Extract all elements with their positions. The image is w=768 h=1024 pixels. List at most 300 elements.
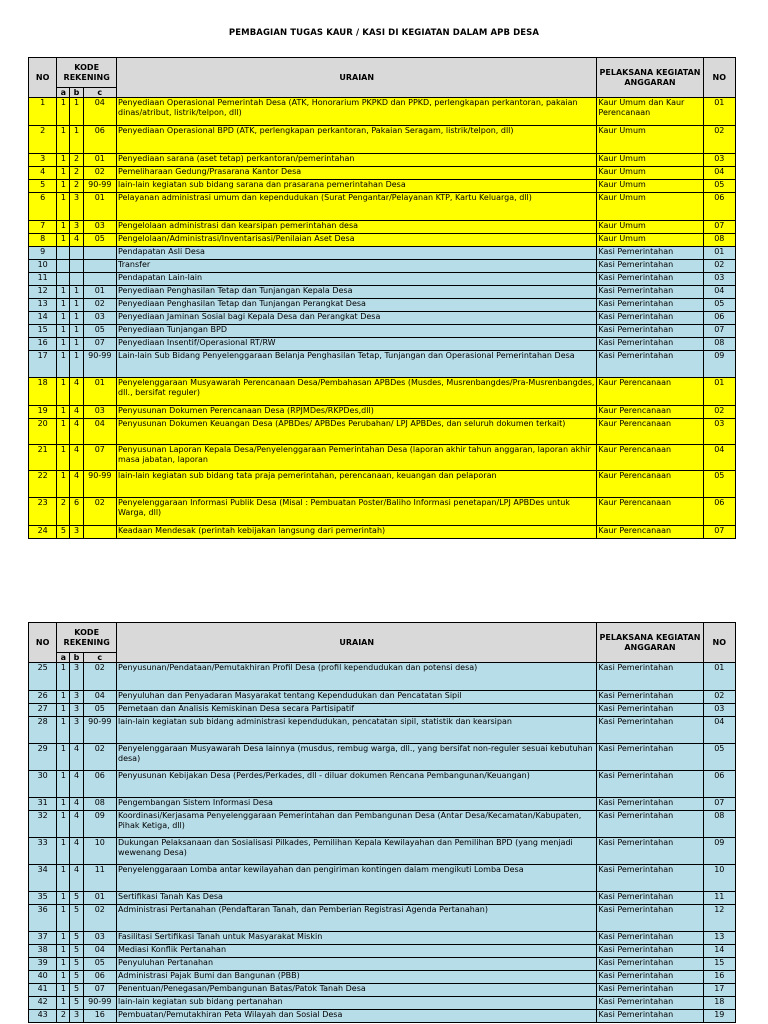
row-no: 27 (29, 704, 57, 717)
row-pelaksana: Kasi Pemerintahan (597, 1010, 703, 1023)
kode-b: 3 (70, 221, 83, 234)
kode-a: 1 (57, 299, 70, 312)
table-row (29, 717, 736, 744)
row-no: 10 (29, 260, 57, 273)
row-no-right: 19 (703, 1010, 735, 1023)
kode-b: 3 (70, 691, 83, 704)
header-a: a (57, 88, 70, 98)
table-row (29, 997, 736, 1010)
row-pelaksana: Kasi Pemerintahan (597, 704, 703, 717)
row-pelaksana: Kaur Umum (597, 154, 703, 167)
row-uraian: Penyusunan Dokumen Keuangan Desa (APBDes/ APBDes Perubahan/ LPJ APBDes, dan seluruh dokumen terkait) (117, 419, 597, 445)
kode-c: 02 (83, 498, 116, 526)
kode-c: 03 (83, 221, 116, 234)
table-row (29, 260, 736, 273)
row-no: 11 (29, 273, 57, 286)
row-no: 3 (29, 154, 57, 167)
row-no-right: 05 (703, 299, 735, 312)
kode-b: 3 (70, 704, 83, 717)
row-uraian: Penyediaan Insentif/Operasional RT/RW (117, 338, 597, 351)
row-no-right: 04 (703, 717, 735, 744)
header-uraian: URAIAN (117, 58, 597, 98)
kode-b: 3 (70, 526, 83, 539)
row-no: 9 (29, 247, 57, 260)
row-no: 23 (29, 498, 57, 526)
row-pelaksana: Kasi Pemerintahan (597, 771, 703, 798)
row-uraian: Administrasi Pertanahan (Pendaftaran Tanah, dan Pemberian Registrasi Agenda Pertanahan) (117, 905, 597, 932)
row-uraian: Pengelolaan/Administrasi/Inventarisasi/Penilaian Aset Desa (117, 234, 597, 247)
kode-c: 04 (83, 945, 116, 958)
row-no-right: 14 (703, 945, 735, 958)
row-no: 25 (29, 663, 57, 691)
row-uraian: Keadaan Mendesak (perintah kebijakan langsung dari pemerintah) (117, 526, 597, 539)
row-no-right: 03 (703, 419, 735, 445)
kode-c: 04 (83, 691, 116, 704)
kode-a: 1 (57, 984, 70, 997)
table-row (29, 663, 736, 691)
row-no-right: 18 (703, 997, 735, 1010)
kode-a: 1 (57, 338, 70, 351)
kode-c: 07 (83, 338, 116, 351)
kode-b: 4 (70, 771, 83, 798)
row-no: 33 (29, 838, 57, 865)
kode-a: 1 (57, 771, 70, 798)
kode-c: 04 (83, 98, 116, 126)
row-pelaksana: Kaur Umum dan Kaur Perencanaan (597, 98, 703, 126)
kode-c: 06 (83, 971, 116, 984)
kode-a: 1 (57, 286, 70, 299)
row-no: 7 (29, 221, 57, 234)
kode-b: 4 (70, 798, 83, 811)
tugas-table-1 (28, 57, 736, 539)
row-pelaksana: Kasi Pemerintahan (597, 691, 703, 704)
table-row (29, 234, 736, 247)
table-row (29, 905, 736, 932)
row-pelaksana: Kaur Umum (597, 180, 703, 193)
row-no: 34 (29, 865, 57, 892)
table-row (29, 351, 736, 378)
kode-b: 4 (70, 234, 83, 247)
row-no-right: 08 (703, 234, 735, 247)
kode-b: 1 (70, 325, 83, 338)
kode-a: 1 (57, 445, 70, 471)
kode-b: 4 (70, 378, 83, 406)
table-row (29, 811, 736, 838)
row-no-right: 01 (703, 247, 735, 260)
row-pelaksana: Kaur Umum (597, 167, 703, 180)
row-no: 4 (29, 167, 57, 180)
table-row (29, 338, 736, 351)
table-row (29, 771, 736, 798)
row-pelaksana: Kasi Pemerintahan (597, 905, 703, 932)
table-row (29, 154, 736, 167)
kode-b: 1 (70, 338, 83, 351)
table-row (29, 273, 736, 286)
row-no-right: 04 (703, 286, 735, 299)
table-row (29, 798, 736, 811)
kode-a: 5 (57, 526, 70, 539)
row-no-right: 03 (703, 273, 735, 286)
row-pelaksana: Kaur Umum (597, 234, 703, 247)
row-pelaksana: Kasi Pemerintahan (597, 984, 703, 997)
row-no-right: 04 (703, 445, 735, 471)
row-uraian: Pelayanan administrasi umum dan kependudukan (Surat Pengantar/Pelayanan KTP, Kartu Keluarga, dll) (117, 193, 597, 221)
header-b: b (70, 653, 83, 663)
row-uraian: Penyusunan/Pendataan/Pemutakhiran Profil Desa (profil kependudukan dan potensi desa) (117, 663, 597, 691)
row-pelaksana: Kasi Pemerintahan (597, 997, 703, 1010)
row-no: 36 (29, 905, 57, 932)
kode-c: 02 (83, 744, 116, 771)
kode-b: 3 (70, 1010, 83, 1023)
kode-a: 1 (57, 932, 70, 945)
kode-a: 1 (57, 98, 70, 126)
row-no: 14 (29, 312, 57, 325)
row-pelaksana: Kasi Pemerintahan (597, 945, 703, 958)
row-no: 42 (29, 997, 57, 1010)
kode-a: 1 (57, 180, 70, 193)
kode-c: 02 (83, 167, 116, 180)
kode-c: 09 (83, 811, 116, 838)
row-pelaksana: Kasi Pemerintahan (597, 744, 703, 771)
row-pelaksana: Kaur Umum (597, 193, 703, 221)
row-no: 13 (29, 299, 57, 312)
row-no-right: 09 (703, 838, 735, 865)
row-no: 28 (29, 717, 57, 744)
header-kode-rekening: KODE REKENING (57, 58, 117, 88)
kode-c: 01 (83, 378, 116, 406)
kode-a: 1 (57, 378, 70, 406)
kode-a: 1 (57, 471, 70, 498)
row-uraian: Penyediaan Penghasilan Tetap dan Tunjangan Kepala Desa (117, 286, 597, 299)
row-uraian: lain-lain kegiatan sub bidang administrasi kependudukan, pencatatan sipil, statistik dan kearsipan (117, 717, 597, 744)
kode-c: 90-99 (83, 471, 116, 498)
table-row (29, 865, 736, 892)
row-no: 43 (29, 1010, 57, 1023)
row-pelaksana: Kasi Pemerintahan (597, 338, 703, 351)
table-row (29, 984, 736, 997)
kode-c (83, 260, 116, 273)
row-no-right: 12 (703, 905, 735, 932)
header-b: b (70, 88, 83, 98)
row-no: 35 (29, 892, 57, 905)
row-uraian: Penyusunan Laporan Kepala Desa/Penyelenggaraan Pemerintahan Desa (laporan akhir tahun anggaran, laporan akhir masa jabatan, laporan (117, 445, 597, 471)
table-row (29, 286, 736, 299)
kode-c: 02 (83, 663, 116, 691)
kode-a: 1 (57, 691, 70, 704)
row-no: 31 (29, 798, 57, 811)
row-no-right: 03 (703, 704, 735, 717)
kode-c: 01 (83, 286, 116, 299)
kode-b (70, 247, 83, 260)
table-row (29, 526, 736, 539)
table-row (29, 892, 736, 905)
kode-c (83, 247, 116, 260)
kode-c: 90-99 (83, 717, 116, 744)
row-pelaksana: Kaur Perencanaan (597, 526, 703, 539)
kode-a: 1 (57, 971, 70, 984)
row-no: 19 (29, 406, 57, 419)
row-pelaksana: Kasi Pemerintahan (597, 273, 703, 286)
row-pelaksana: Kasi Pemerintahan (597, 325, 703, 338)
row-uraian: Sertifikasi Tanah Kas Desa (117, 892, 597, 905)
header-a: a (57, 653, 70, 663)
kode-c: 07 (83, 445, 116, 471)
kode-a: 1 (57, 126, 70, 154)
row-uraian: Mediasi Konflik Pertanahan (117, 945, 597, 958)
row-no-right: 15 (703, 958, 735, 971)
row-uraian: Penyusunan Dokumen Perencanaan Desa (RPJMDes/RKPDes,dll) (117, 406, 597, 419)
table-row (29, 838, 736, 865)
table-row (29, 126, 736, 154)
row-no: 5 (29, 180, 57, 193)
kode-a: 2 (57, 1010, 70, 1023)
row-no-right: 06 (703, 193, 735, 221)
row-uraian: Penyediaan Jaminan Sosial bagi Kepala Desa dan Perangkat Desa (117, 312, 597, 325)
row-no-right: 06 (703, 771, 735, 798)
row-no-right: 08 (703, 811, 735, 838)
kode-c: 05 (83, 325, 116, 338)
row-no-right: 17 (703, 984, 735, 997)
row-pelaksana: Kasi Pemerintahan (597, 286, 703, 299)
row-no-right: 08 (703, 338, 735, 351)
kode-a: 1 (57, 154, 70, 167)
header-kode-rekening: KODE REKENING (57, 623, 117, 653)
row-no-right: 02 (703, 406, 735, 419)
row-no-right: 01 (703, 663, 735, 691)
table-row (29, 471, 736, 498)
row-pelaksana: Kaur Perencanaan (597, 471, 703, 498)
table-row (29, 958, 736, 971)
row-no: 37 (29, 932, 57, 945)
row-no: 1 (29, 98, 57, 126)
kode-b: 4 (70, 471, 83, 498)
kode-b: 5 (70, 905, 83, 932)
kode-a: 1 (57, 945, 70, 958)
kode-a: 1 (57, 744, 70, 771)
row-uraian: Penyelenggaraan Musyawarah Desa lainnya (musdus, rembug warga, dll., yang bersifat non-reguler sesuai kebutuhan desa) (117, 744, 597, 771)
kode-a: 1 (57, 838, 70, 865)
kode-b: 6 (70, 498, 83, 526)
kode-b: 1 (70, 351, 83, 378)
kode-a: 1 (57, 997, 70, 1010)
kode-c: 90-99 (83, 997, 116, 1010)
kode-a: 1 (57, 167, 70, 180)
row-uraian: Pendapatan Asli Desa (117, 247, 597, 260)
row-pelaksana: Kasi Pemerintahan (597, 351, 703, 378)
kode-b: 3 (70, 663, 83, 691)
kode-a: 1 (57, 958, 70, 971)
row-uraian: Pengembangan Sistem Informasi Desa (117, 798, 597, 811)
kode-b (70, 260, 83, 273)
row-no: 30 (29, 771, 57, 798)
kode-a: 1 (57, 663, 70, 691)
table-row (29, 299, 736, 312)
document-title: PEMBAGIAN TUGAS KAUR / KASI DI KEGIATAN DALAM APB DESA (228, 28, 540, 38)
kode-a (57, 247, 70, 260)
table-row (29, 167, 736, 180)
table-row (29, 193, 736, 221)
kode-a: 1 (57, 905, 70, 932)
row-pelaksana: Kaur Perencanaan (597, 498, 703, 526)
kode-c: 07 (83, 984, 116, 997)
row-pelaksana: Kasi Pemerintahan (597, 892, 703, 905)
row-uraian: Penyediaan Operasional Pemerintah Desa (ATK, Honorarium PKPKD dan PPKD, perlengkapan perkantoran, pakaian dinas/atribut, listrik/telpon, dll) (117, 98, 597, 126)
row-no-right: 05 (703, 471, 735, 498)
kode-b: 1 (70, 286, 83, 299)
kode-b: 2 (70, 180, 83, 193)
row-uraian: Penentuan/Penegasan/Pembangunan Batas/Patok Tanah Desa (117, 984, 597, 997)
row-pelaksana: Kasi Pemerintahan (597, 811, 703, 838)
kode-b: 5 (70, 971, 83, 984)
kode-c: 11 (83, 865, 116, 892)
table-row (29, 180, 736, 193)
kode-b: 5 (70, 997, 83, 1010)
row-uraian: lain-lain kegiatan sub bidang pertanahan (117, 997, 597, 1010)
kode-b: 5 (70, 984, 83, 997)
kode-c: 03 (83, 406, 116, 419)
kode-c (83, 273, 116, 286)
kode-c: 05 (83, 958, 116, 971)
kode-a: 1 (57, 892, 70, 905)
row-uraian: Penyediaan sarana (aset tetap) perkantoran/pemerintahan (117, 154, 597, 167)
kode-c: 02 (83, 905, 116, 932)
row-uraian: Penyusunan Kebijakan Desa (Perdes/Perkades, dll - diluar dokumen Rencana Pembangunan/Keuangan) (117, 771, 597, 798)
row-no-right: 04 (703, 167, 735, 180)
row-pelaksana: Kaur Umum (597, 221, 703, 234)
row-uraian: Lain-lain Sub Bidang Penyelenggaraan Belanja Penghasilan Tetap, Tunjangan dan Operasional Pemerintahan Desa (117, 351, 597, 378)
kode-b: 2 (70, 154, 83, 167)
header-c: c (83, 88, 116, 98)
kode-b: 1 (70, 126, 83, 154)
kode-b: 5 (70, 892, 83, 905)
row-no-right: 13 (703, 932, 735, 945)
kode-c: 01 (83, 193, 116, 221)
row-no: 2 (29, 126, 57, 154)
kode-a: 1 (57, 811, 70, 838)
row-no: 20 (29, 419, 57, 445)
table-row (29, 221, 736, 234)
kode-a: 1 (57, 704, 70, 717)
kode-b: 4 (70, 445, 83, 471)
row-pelaksana: Kaur Perencanaan (597, 419, 703, 445)
kode-c: 90-99 (83, 351, 116, 378)
table-row (29, 247, 736, 260)
row-no-right: 05 (703, 744, 735, 771)
row-pelaksana: Kasi Pemerintahan (597, 971, 703, 984)
row-no-right: 07 (703, 325, 735, 338)
kode-a: 1 (57, 193, 70, 221)
kode-a: 1 (57, 865, 70, 892)
kode-c: 16 (83, 1010, 116, 1023)
row-no-right: 01 (703, 98, 735, 126)
row-pelaksana: Kasi Pemerintahan (597, 260, 703, 273)
kode-b: 4 (70, 419, 83, 445)
row-no: 22 (29, 471, 57, 498)
row-uraian: lain-lain kegiatan sub bidang sarana dan prasarana pemerintahan Desa (117, 180, 597, 193)
header-no-right: NO (703, 623, 735, 663)
row-no: 39 (29, 958, 57, 971)
row-pelaksana: Kasi Pemerintahan (597, 717, 703, 744)
header-no: NO (29, 58, 57, 98)
row-uraian: Transfer (117, 260, 597, 273)
row-no-right: 07 (703, 798, 735, 811)
row-no-right: 06 (703, 312, 735, 325)
kode-b: 2 (70, 167, 83, 180)
kode-c: 04 (83, 419, 116, 445)
row-no-right: 16 (703, 971, 735, 984)
kode-b: 4 (70, 838, 83, 865)
row-no: 16 (29, 338, 57, 351)
row-pelaksana: Kaur Perencanaan (597, 378, 703, 406)
row-uraian: Pemeliharaan Gedung/Prasarana Kantor Desa (117, 167, 597, 180)
row-no: 12 (29, 286, 57, 299)
row-no-right: 05 (703, 180, 735, 193)
row-no: 8 (29, 234, 57, 247)
row-pelaksana: Kasi Pemerintahan (597, 247, 703, 260)
row-no: 40 (29, 971, 57, 984)
kode-a: 1 (57, 717, 70, 744)
table-row (29, 419, 736, 445)
row-pelaksana: Kasi Pemerintahan (597, 798, 703, 811)
row-uraian: Penyelenggaraan Informasi Publik Desa (Misal : Pembuatan Poster/Baliho Informasi penetapan/LPJ APBDes untuk Warga, dll) (117, 498, 597, 526)
row-uraian: Pemetaan dan Analisis Kemiskinan Desa secara Partisipatif (117, 704, 597, 717)
row-no-right: 11 (703, 892, 735, 905)
kode-a: 1 (57, 312, 70, 325)
row-uraian: Penyuluhan dan Penyadaran Masyarakat tentang Kependudukan dan Pencatatan Sipil (117, 691, 597, 704)
kode-a: 1 (57, 798, 70, 811)
kode-c: 05 (83, 704, 116, 717)
row-uraian: Penyediaan Tunjangan BPD (117, 325, 597, 338)
kode-c: 05 (83, 234, 116, 247)
row-pelaksana: Kaur Perencanaan (597, 406, 703, 419)
header-c: c (83, 653, 116, 663)
row-no-right: 10 (703, 865, 735, 892)
tugas-table-2 (28, 622, 736, 1023)
row-uraian: lain-lain kegiatan sub bidang tata praja pemerintahan, perencanaan, keuangan dan pelaporan (117, 471, 597, 498)
row-uraian: Koordinasi/Kerjasama Penyelenggaraan Pemerintahan dan Pembangunan Desa (Antar Desa/Kecamatan/Kabupaten, Pihak Ketiga, dll) (117, 811, 597, 838)
kode-c: 10 (83, 838, 116, 865)
row-no-right: 06 (703, 498, 735, 526)
kode-a: 1 (57, 221, 70, 234)
kode-b: 1 (70, 98, 83, 126)
row-uraian: Penyuluhan Pertanahan (117, 958, 597, 971)
kode-c: 01 (83, 154, 116, 167)
row-pelaksana: Kaur Umum (597, 126, 703, 154)
row-uraian: Pengelolaan administrasi dan kearsipan pemerintahan desa (117, 221, 597, 234)
header-pelaksana: PELAKSANA KEGIATAN ANGGARAN (597, 623, 703, 663)
table-row (29, 406, 736, 419)
kode-a: 1 (57, 406, 70, 419)
kode-c: 08 (83, 798, 116, 811)
kode-c (83, 526, 116, 539)
row-no: 15 (29, 325, 57, 338)
kode-b: 5 (70, 932, 83, 945)
row-pelaksana: Kasi Pemerintahan (597, 958, 703, 971)
kode-c: 01 (83, 892, 116, 905)
kode-a: 1 (57, 234, 70, 247)
table-row (29, 498, 736, 526)
kode-b: 4 (70, 865, 83, 892)
table-row (29, 704, 736, 717)
header-no: NO (29, 623, 57, 663)
row-no: 41 (29, 984, 57, 997)
row-pelaksana: Kasi Pemerintahan (597, 932, 703, 945)
kode-b: 5 (70, 945, 83, 958)
table-row (29, 378, 736, 406)
kode-b: 1 (70, 299, 83, 312)
kode-c: 03 (83, 312, 116, 325)
row-no: 6 (29, 193, 57, 221)
